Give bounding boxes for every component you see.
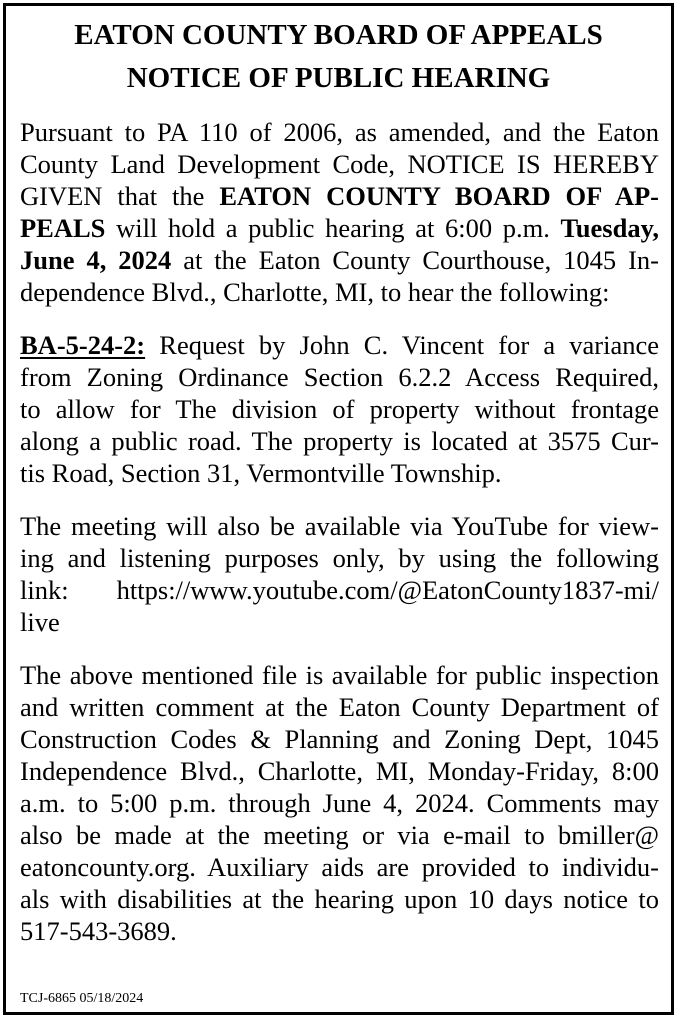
intro-line [20,244,659,276]
hearing-date: June 4, 2024 [20,245,172,275]
inspection-line: a.m. to 5:00 p.m. through June 4, 2024. Comments may [20,788,659,818]
hearing-day: Tuesday, [560,213,659,243]
intro-line: dependence Blvd., Charlotte, MI, to hear the following: [20,277,610,307]
inspection-line: also be made at the meeting or via e-mail to bmiller@ [20,820,659,850]
board-name-cont: PEALS [20,213,106,243]
intro-line [20,180,659,212]
intro-line [20,212,659,244]
intro-text: at the Eaton County Courthouse, 1045 In- [171,245,660,275]
inspection-line: Construction Codes & Planning and Zoning Dept, 1045 [20,724,659,754]
inspection-line: 517-543-3689. [20,916,177,946]
board-name: EATON COUNTY BOARD OF AP- [219,181,659,211]
intro-text: GIVEN that the [20,181,220,211]
case-line [20,329,659,361]
case-line: tis Road, Section 31, Vermontville Township. [20,458,502,488]
intro-line: Pursuant to PA 110 of 2006, as amended, and the Eaton [20,117,659,147]
youtube-link-line: link: https://www.youtube.com/@EatonCounty1837-mi/ [20,575,659,605]
inspection-line: eatoncounty.org. Auxiliary aids are provided to individu- [20,852,659,882]
inspection-line: als with disabilities at the hearing upon 10 days notice to [20,884,659,914]
youtube-line: The meeting will also be available via YouTube for view- [20,511,659,541]
case-number: BA-5-24-2: [20,330,146,360]
notice-subtitle: NOTICE OF PUBLIC HEARING [126,62,551,94]
case-line: to allow for The division of property without frontage [20,394,659,424]
public-notice [3,3,674,1015]
intro-line: County Land Development Code, NOTICE IS HEREBY [20,149,659,179]
youtube-line: ing and listening purposes only, by using the following [20,543,659,573]
case-line: along a public road. The property is located at 3575 Cur- [20,426,659,456]
case-line: from Zoning Ordinance Section 6.2.2 Access Required, [20,362,659,392]
inspection-line: Independence Blvd., Charlotte, MI, Monday-Friday, 8:00 [20,756,659,786]
youtube-line: live [20,607,60,637]
publication-code: TCJ-6865 05/18/2024 [20,991,144,1006]
inspection-line: The above mentioned file is available for public inspection [20,660,659,690]
inspection-line: and written comment at the Eaton County Department of [20,692,659,722]
case-text: Request by John C. Vincent for a variance [145,330,659,360]
intro-text: will hold a public hearing at 6:00 p.m. [105,213,561,243]
notice-title: EATON COUNTY BOARD OF APPEALS [74,19,603,51]
